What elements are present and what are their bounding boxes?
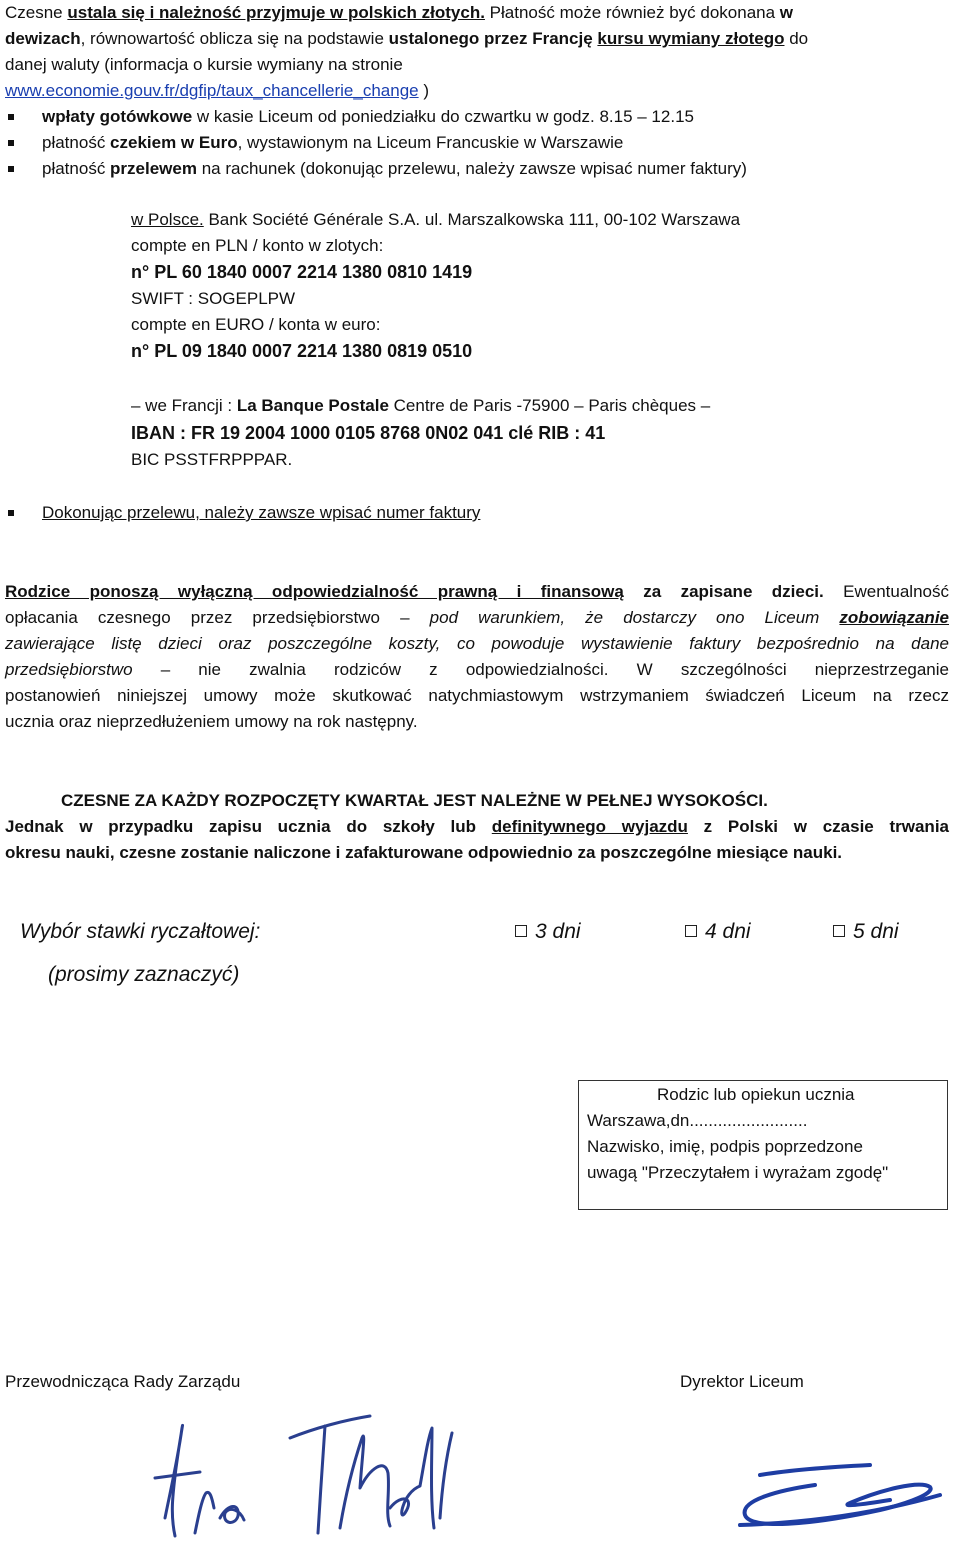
bullet-icon xyxy=(8,166,14,172)
signatory-director: Dyrektor Liceum xyxy=(680,1372,804,1391)
responsibility-line-3: zawierające listę dzieci oraz poszczególne koszty, co powoduje wystawienie faktury bezpośrednio na dane xyxy=(5,634,949,653)
bank-swift: SWIFT : SOGEPLPW xyxy=(131,289,296,308)
checkbox-icon[interactable] xyxy=(515,925,527,937)
notice-line-3: okresu nauki, czesne zostanie naliczone i zafakturowane odpowiednio za poszczególne miesiące nauki. xyxy=(5,843,843,862)
checkbox-icon[interactable] xyxy=(833,925,845,937)
sigbox-consent: uwagą "Przeczytałem i wyrażam zgodę" xyxy=(587,1163,889,1182)
responsibility-line-1: Rodzice ponoszą wyłączną odpowiedzialność prawną i finansową za zapisane dzieci. Ewentualność xyxy=(5,582,949,601)
bank-bic: BIC PSSTFRPPPAR. xyxy=(131,450,293,469)
rate-hint: (prosimy zaznaczyć) xyxy=(48,963,240,986)
bank-eur-account: n° PL 09 1840 0007 2214 1380 0819 0510 xyxy=(131,341,473,361)
notice-heading: CZESNE ZA KAŻDY ROZPOCZĘTY KWARTAŁ JEST NALEŻNE W PEŁNEJ WYSOKOŚCI. xyxy=(61,791,768,810)
bank-poland: w Polsce. Bank Société Générale S.A. ul. Marszalkowska 111, 00-102 Warszawa xyxy=(131,210,741,229)
signature-board-chair-icon xyxy=(140,1398,460,1548)
exchange-rate-link[interactable]: www.economie.gouv.fr/dgfip/taux_chancellerie_change xyxy=(5,81,419,100)
bank-pln-label: compte en PLN / konto w zlotych: xyxy=(131,236,384,255)
bank-iban: IBAN : FR 19 2004 1000 0105 8768 0N02 041 clé RIB : 41 xyxy=(131,423,606,443)
bank-france: – we Francji : La Banque Postale Centre de Paris -75900 – Paris chèques – xyxy=(131,396,711,415)
bullet-icon xyxy=(8,510,14,516)
bullet-icon xyxy=(8,140,14,146)
bank-pln-account: n° PL 60 1840 0007 2214 1380 0810 1419 xyxy=(131,262,473,282)
notice-line-2: Jednak w przypadku zapisu ucznia do szkoły lub definitywnego wyjazdu z Polski w czasie trwania xyxy=(5,817,949,836)
invoice-reminder: Dokonując przelewu, należy zawsze wpisać numer faktury xyxy=(42,503,481,522)
signature-director-icon xyxy=(720,1445,950,1545)
rate-option-3-days[interactable]: 3 dni xyxy=(515,920,581,944)
rate-label: Wybór stawki ryczałtowej: xyxy=(20,920,261,943)
signatory-board-chair: Przewodnicząca Rady Zarządu xyxy=(5,1372,241,1391)
rate-option-4-days[interactable]: 4 dni xyxy=(685,920,751,944)
sigbox-name: Nazwisko, imię, podpis poprzedzone xyxy=(587,1137,863,1156)
intro-line-4: www.economie.gouv.fr/dgfip/taux_chancellerie_change ) xyxy=(5,81,429,100)
rate-option-5-days[interactable]: 5 dni xyxy=(833,920,899,944)
responsibility-line-2: opłacania czesnego przez przedsiębiorstwo – pod warunkiem, że dostarczy ono Liceum zobowiązanie xyxy=(5,608,949,627)
payment-cash: wpłaty gotówkowe w kasie Liceum od poniedziałku do czwartku w godz. 8.15 – 12.15 xyxy=(42,107,694,126)
checkbox-icon[interactable] xyxy=(685,925,697,937)
intro-line-1: Czesne ustala się i należność przyjmuje w polskich złotych. Płatność może również być dokonana w xyxy=(5,3,794,22)
responsibility-line-5: postanowień niniejszej umowy może skutkować natychmiastowym wstrzymaniem świadczeń Liceum na rzecz xyxy=(5,686,949,705)
payment-cheque: płatność czekiem w Euro, wystawionym na Liceum Francuskie w Warszawie xyxy=(42,133,624,152)
sigbox-date: Warszawa,dn......................... xyxy=(587,1111,808,1130)
intro-line-2: dewizach, równowartość oblicza się na podstawie ustalonego przez Francję kursu wymiany złotego do xyxy=(5,29,809,48)
responsibility-line-4: przedsiębiorstwo – nie zwalnia rodziców z odpowiedzialności. W szczególności nieprzestrzeganie xyxy=(5,660,949,679)
bullet-icon xyxy=(8,114,14,120)
intro-line-3: danej waluty (informacja o kursie wymiany na stronie xyxy=(5,55,403,74)
payment-transfer: płatność przelewem na rachunek (dokonując przelewu, należy zawsze wpisać numer faktury) xyxy=(42,159,747,178)
sigbox-title: Rodzic lub opiekun ucznia xyxy=(657,1085,855,1104)
bank-eur-label: compte en EURO / konta w euro: xyxy=(131,315,381,334)
responsibility-line-6: ucznia oraz nieprzedłużeniem umowy na rok następny. xyxy=(5,712,418,731)
parent-signature-box xyxy=(578,1080,948,1210)
